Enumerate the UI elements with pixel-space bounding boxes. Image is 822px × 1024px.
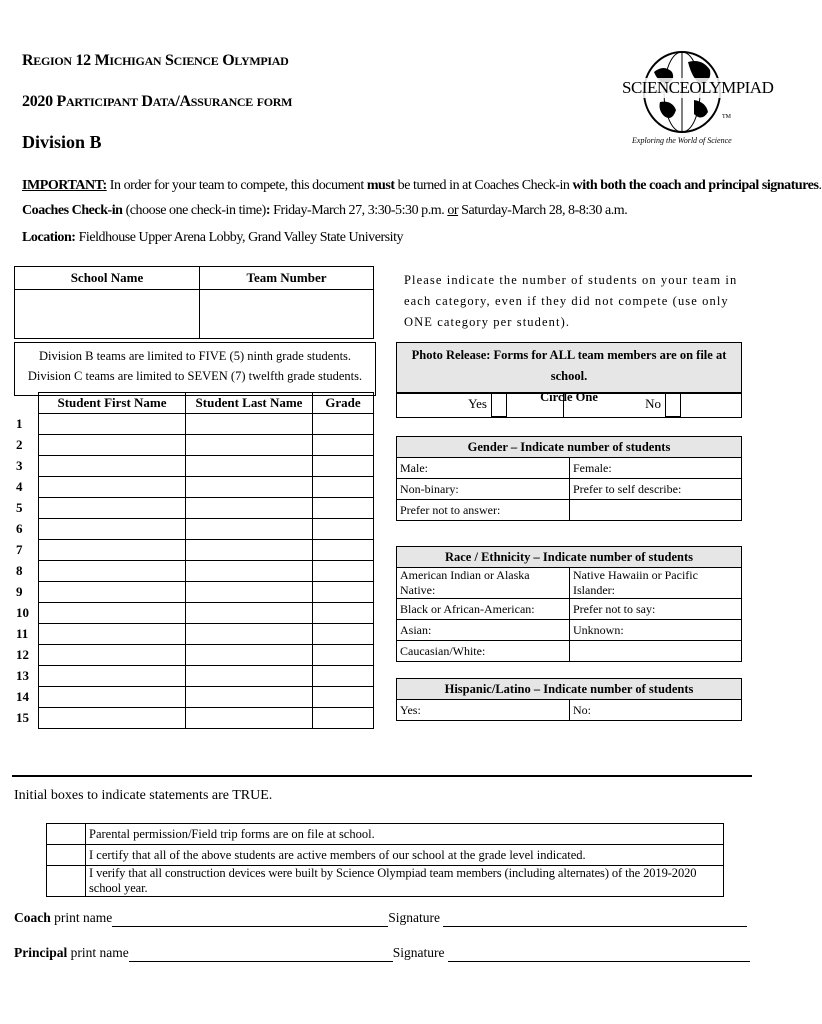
- school-name-field[interactable]: [15, 290, 200, 339]
- student-row: [14, 708, 374, 729]
- statement-3: I verify that all construction devices were built by Science Olympiad team members (including alternates) of the 2019-2020 school year.: [86, 866, 724, 897]
- gender-not-answer[interactable]: Prefer not to answer:: [397, 500, 570, 521]
- gender-empty: [570, 500, 742, 521]
- hispanic-no[interactable]: No:: [570, 700, 742, 721]
- row-number: 1: [16, 416, 23, 431]
- location: Location: Fieldhouse Upper Arena Lobby, Grand Valley State University: [22, 230, 404, 245]
- student-last-name-field[interactable]: [186, 435, 313, 456]
- student-grade-field[interactable]: [313, 603, 374, 624]
- student-first-name-field[interactable]: [39, 708, 186, 729]
- student-row: [14, 666, 374, 687]
- student-grade-field[interactable]: [313, 645, 374, 666]
- photo-yes-option[interactable]: Yes: [397, 393, 564, 418]
- logo-text: SCIENCEOLYMPIAD: [622, 78, 774, 97]
- student-first-name-field[interactable]: [39, 498, 186, 519]
- hispanic-yes[interactable]: Yes:: [397, 700, 570, 721]
- student-first-name-field[interactable]: [39, 687, 186, 708]
- principal-signature-row: Principal print name Signature: [14, 945, 750, 962]
- first-name-header: Student First Name: [39, 393, 186, 414]
- student-first-name-field[interactable]: [39, 582, 186, 603]
- initial-heading: Initial boxes to indicate statements are TRUE.: [14, 788, 273, 803]
- student-last-name-field[interactable]: [186, 708, 313, 729]
- race-title: Race / Ethnicity – Indicate number of students: [397, 547, 742, 568]
- student-row: [14, 477, 374, 498]
- student-row: [14, 603, 374, 624]
- coach-signature-field[interactable]: [443, 910, 747, 927]
- student-row: [14, 519, 374, 540]
- race-empty: [570, 641, 742, 662]
- science-olympiad-logo: [620, 42, 774, 152]
- checkin-times: Coaches Check-in (choose one check-in time): Friday-March 27, 3:30-5:30 p.m. or Saturday-March 28, 8-8:30 a.m.: [22, 203, 628, 218]
- row-number: 10: [16, 605, 29, 620]
- race-table: [396, 546, 742, 662]
- student-row: [14, 435, 374, 456]
- gender-self-describe[interactable]: Prefer to self describe:: [570, 479, 742, 500]
- row-number-header: [14, 393, 39, 414]
- student-row: [14, 540, 374, 561]
- team-number-field[interactable]: [200, 290, 374, 339]
- student-row: [14, 645, 374, 666]
- student-last-name-field[interactable]: [186, 645, 313, 666]
- principal-signature-field[interactable]: [448, 945, 750, 962]
- initial-box-1[interactable]: [47, 824, 86, 845]
- initial-box-3[interactable]: [47, 866, 86, 897]
- student-grade-field[interactable]: [313, 435, 374, 456]
- student-grade-field[interactable]: [313, 414, 374, 435]
- student-first-name-field[interactable]: [39, 456, 186, 477]
- last-name-header: Student Last Name: [186, 393, 313, 414]
- photo-no-option[interactable]: No: [564, 393, 742, 418]
- student-last-name-field[interactable]: [186, 561, 313, 582]
- photo-release-title: Photo Release: Forms for ALL team members are on file at school.: [411, 348, 727, 383]
- student-grade-field[interactable]: [313, 540, 374, 561]
- student-grade-field[interactable]: [313, 708, 374, 729]
- grade-header: Grade: [313, 393, 374, 414]
- category-note: Please indicate the number of students on your team in each category, even if they did not compete (use only ONE category per student).: [404, 273, 738, 329]
- row-number: 9: [16, 584, 23, 599]
- student-last-name-field[interactable]: [186, 456, 313, 477]
- logo-tagline: Exploring the World of Science: [632, 136, 732, 145]
- photo-release-subtitle: Circle One: [540, 390, 598, 404]
- student-first-name-field[interactable]: [39, 540, 186, 561]
- coach-signature-row: Coach print name Signature: [14, 910, 747, 927]
- student-first-name-field[interactable]: [39, 624, 186, 645]
- student-first-name-field[interactable]: [39, 603, 186, 624]
- student-first-name-field[interactable]: [39, 645, 186, 666]
- student-grade-field[interactable]: [313, 456, 374, 477]
- student-first-name-field[interactable]: [39, 519, 186, 540]
- student-first-name-field[interactable]: [39, 477, 186, 498]
- student-last-name-field[interactable]: [186, 519, 313, 540]
- photo-yes-box[interactable]: [491, 393, 507, 417]
- gender-male[interactable]: Male:: [397, 458, 570, 479]
- school-team-table: [14, 266, 374, 339]
- student-grade-field[interactable]: [313, 582, 374, 603]
- gender-nonbinary[interactable]: Non-binary:: [397, 479, 570, 500]
- school-name-header: School Name: [15, 267, 200, 290]
- race-unknown[interactable]: Unknown:: [570, 620, 742, 641]
- student-last-name-field[interactable]: [186, 582, 313, 603]
- student-row: [14, 624, 374, 645]
- student-first-name-field[interactable]: [39, 561, 186, 582]
- logo-tm: TM: [722, 114, 731, 120]
- row-number: 7: [16, 542, 23, 557]
- section-divider: [12, 775, 752, 777]
- race-white[interactable]: Caucasian/White:: [397, 641, 570, 662]
- student-first-name-field[interactable]: [39, 666, 186, 687]
- row-number: 14: [16, 689, 29, 704]
- gender-female[interactable]: Female:: [570, 458, 742, 479]
- student-row: [14, 582, 374, 603]
- student-row: [14, 687, 374, 708]
- row-number: 12: [16, 647, 29, 662]
- row-number: 11: [16, 626, 29, 641]
- student-grade-field[interactable]: [313, 477, 374, 498]
- student-last-name-field[interactable]: [186, 603, 313, 624]
- row-number: 6: [16, 521, 23, 536]
- photo-no-box[interactable]: [665, 393, 681, 417]
- student-grade-field[interactable]: [313, 498, 374, 519]
- row-number: 15: [16, 710, 29, 725]
- gender-table: [396, 436, 742, 521]
- principal-print-name-field[interactable]: [129, 945, 393, 962]
- student-last-name-field[interactable]: [186, 498, 313, 519]
- photo-release-options: [396, 392, 742, 418]
- form-title-line2: 2020 PARTICIPANT DATA/ASSURANCE FORM: [22, 93, 293, 110]
- student-last-name-field[interactable]: [186, 687, 313, 708]
- student-last-name-field[interactable]: [186, 666, 313, 687]
- row-number: 5: [16, 500, 23, 515]
- student-row: [14, 456, 374, 477]
- student-last-name-field[interactable]: [186, 540, 313, 561]
- division-label: Division B: [22, 132, 102, 152]
- initial-table: [46, 823, 724, 897]
- team-limits-box: [14, 342, 376, 396]
- student-grade-field[interactable]: [313, 624, 374, 645]
- coach-print-name-field[interactable]: [112, 910, 388, 927]
- student-grade-field[interactable]: [313, 687, 374, 708]
- race-american-indian[interactable]: American Indian or Alaska Native:: [397, 568, 570, 599]
- student-grade-field[interactable]: [313, 519, 374, 540]
- row-number: 8: [16, 563, 23, 578]
- student-last-name-field[interactable]: [186, 624, 313, 645]
- race-native-hawaiian[interactable]: Native Hawaiin or Pacific Islander:: [570, 568, 742, 599]
- student-last-name-field[interactable]: [186, 414, 313, 435]
- student-row: [14, 498, 374, 519]
- race-black[interactable]: Black or African-American:: [397, 599, 570, 620]
- student-row: [14, 414, 374, 435]
- student-grade-field[interactable]: [313, 561, 374, 582]
- form-title-line1: REGION 12 MICHIGAN SCIENCE OLYMPIAD: [22, 52, 289, 69]
- student-table: [14, 392, 374, 729]
- student-last-name-field[interactable]: [186, 477, 313, 498]
- gender-title: Gender – Indicate number of students: [397, 437, 742, 458]
- row-number: 2: [16, 437, 23, 452]
- student-first-name-field[interactable]: [39, 435, 186, 456]
- row-number: 3: [16, 458, 23, 473]
- team-number-header: Team Number: [200, 267, 374, 290]
- student-row: [14, 561, 374, 582]
- statement-1: Parental permission/Field trip forms are on file at school.: [86, 824, 724, 845]
- statement-2: I certify that all of the above students are active members of our school at the grade level indicated.: [86, 845, 724, 866]
- hispanic-title: Hispanic/Latino – Indicate number of students: [397, 679, 742, 700]
- student-grade-field[interactable]: [313, 666, 374, 687]
- limit-division-c: Division C teams are limited to SEVEN (7) twelfth grade students.: [27, 369, 363, 383]
- row-number: 4: [16, 479, 23, 494]
- important-notice: IMPORTANT: In order for your team to compete, this document must be turned in at Coaches Check-in with both the coach and principal signatures.: [22, 178, 822, 193]
- limit-division-b: Division B teams are limited to FIVE (5) ninth grade students.: [38, 349, 352, 363]
- race-not-say[interactable]: Prefer not to say:: [570, 599, 742, 620]
- hispanic-table: [396, 678, 742, 721]
- row-number: 13: [16, 668, 29, 683]
- student-first-name-field[interactable]: [39, 414, 186, 435]
- initial-box-2[interactable]: [47, 845, 86, 866]
- race-asian[interactable]: Asian:: [397, 620, 570, 641]
